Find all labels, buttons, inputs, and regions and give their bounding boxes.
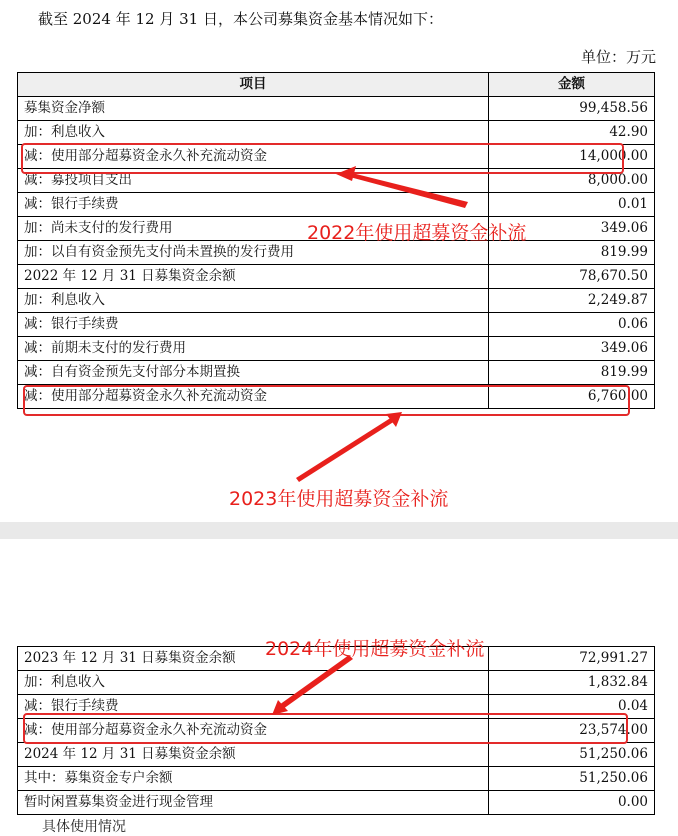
row-amount: 99,458.56 [489, 97, 655, 121]
annotation-2022: 2022年使用超募资金补流 [307, 222, 527, 244]
row-amount: 78,670.50 [489, 265, 655, 289]
row-amount: 2,249.87 [489, 289, 655, 313]
row-amount: 0.04 [489, 695, 655, 719]
row-item: 减：使用部分超募资金永久补充流动资金 [18, 385, 489, 409]
row-amount: 8,000.00 [489, 169, 655, 193]
unit-label: 单位：万元 [580, 48, 656, 66]
cutoff-text: 具体使用情况 [42, 819, 126, 835]
row-amount: 51,250.06 [489, 743, 655, 767]
row-item: 减：银行手续费 [18, 193, 489, 217]
row-amount: 819.99 [489, 361, 655, 385]
row-item: 加：利息收入 [18, 671, 489, 695]
row-amount: 349.06 [489, 217, 655, 241]
row-item: 减：前期未支付的发行费用 [18, 337, 489, 361]
row-amount: 0.06 [489, 313, 655, 337]
row-amount: 51,250.06 [489, 767, 655, 791]
row-item: 加：尚未支付的发行费用 [18, 217, 489, 241]
row-item: 减：自有资金预先支付部分本期置换 [18, 361, 489, 385]
row-item: 减：使用部分超募资金永久补充流动资金 [18, 145, 489, 169]
intro-text: 截至 2024 年 12 月 31 日，本公司募集资金基本情况如下： [38, 10, 443, 28]
row-amount: 0.01 [489, 193, 655, 217]
row-amount: 23,574.00 [489, 719, 655, 743]
row-item: 加：以自有资金预先支付尚未置换的发行费用 [18, 241, 489, 265]
row-item: 减：银行手续费 [18, 695, 489, 719]
row-item: 募集资金净额 [18, 97, 489, 121]
col-header-item: 项目 [18, 73, 489, 97]
row-item: 其中：募集资金专户余额 [18, 767, 489, 791]
row-item: 减：使用部分超募资金永久补充流动资金 [18, 719, 489, 743]
row-item: 2023 年 12 月 31 日募集资金余额 [18, 647, 489, 671]
row-amount: 0.00 [489, 791, 655, 815]
row-amount: 819.99 [489, 241, 655, 265]
row-item: 2022 年 12 月 31 日募集资金余额 [18, 265, 489, 289]
arrow-2022 [336, 166, 468, 208]
row-item: 暂时闲置募集资金进行现金管理 [18, 791, 489, 815]
row-item: 减：募投项目支出 [18, 169, 489, 193]
row-amount: 349.06 [489, 337, 655, 361]
row-item: 减：银行手续费 [18, 313, 489, 337]
annotation-2024: 2024年使用超募资金补流 [265, 638, 485, 660]
arrow-2023 [296, 412, 402, 482]
row-amount: 6,760.00 [489, 385, 655, 409]
row-item: 加：利息收入 [18, 289, 489, 313]
row-item: 加：利息收入 [18, 121, 489, 145]
row-amount: 14,000.00 [489, 145, 655, 169]
arrow-2024 [272, 655, 353, 715]
col-header-amount: 金额 [489, 73, 655, 97]
row-item: 2024 年 12 月 31 日募集资金余额 [18, 743, 489, 767]
row-amount: 1,832.84 [489, 671, 655, 695]
annotation-2023: 2023年使用超募资金补流 [229, 488, 449, 510]
row-amount: 72,991.27 [489, 647, 655, 671]
row-amount: 42.90 [489, 121, 655, 145]
